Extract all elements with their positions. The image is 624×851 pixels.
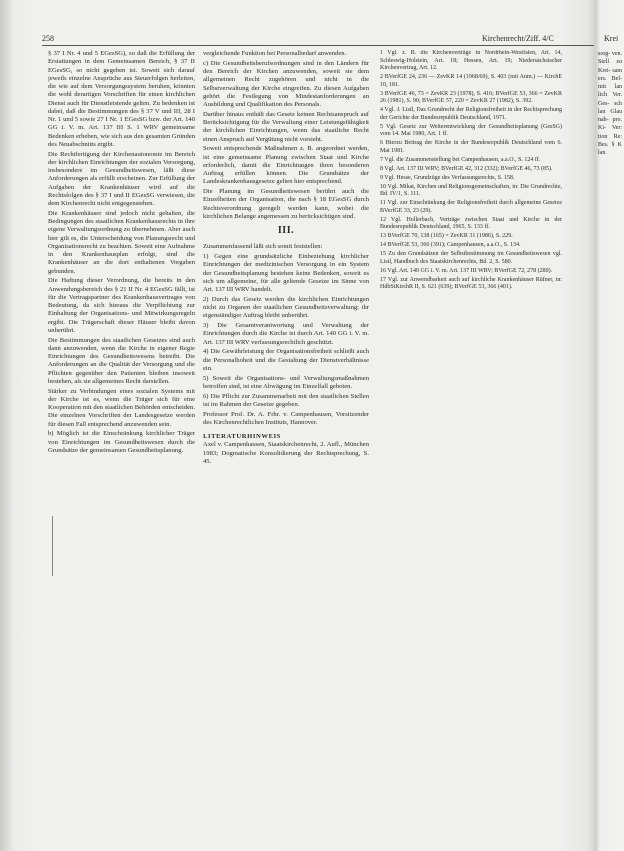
paragraph: 6) Die Pflicht zur Zusammenarbeit mit den staatlichen Stellen ist im Rahmen der Gesetze gegeben. (203, 392, 369, 408)
footnote: 16 Vgl. Art. 140 GG i. V. m. Art. 137 III WRV; BVerfGE 72, 278 (289). (380, 267, 553, 274)
paragraph: Die Krankenhäuser sind jedoch nicht gehalten, die Bedingungen des staatlichen Krankenhausrechts in ihre eigene Verwaltungsordnung zu übernehmen. Aber auch hier gilt es, die Unterscheidung von Planungsrecht und Organisationsrecht zu beachten. Soweit eine Aufnahme in den Krankenhausplan erfolgt, sind die Krankenhäuser an die dort enthaltenen Vorgaben gebunden. (48, 209, 195, 275)
paragraph: c) Die Gesundheitsberufsordnungen sind in den Ländern für den Bereich der Kirchen anzuwenden, soweit sie dem allgemeinen Recht zugehören und nicht in die Selbstverwaltung der Kirche eingreifen. Zu diesen Aufgaben gehört die Festlegung von Mindestanforderungen an Ausbildung und Qualifikation des Personals. (203, 59, 369, 108)
paragraph: 2) Durch das Gesetz werden die kirchlichen Einrichtungen nicht zu Organen der staatlichen Gesundheitsverwaltung; ihr eigenständiger Auftrag bleibt unberührt. (203, 295, 369, 320)
paragraph: vergleichende Funktion bei Personalbedarf anwenden. (203, 50, 347, 57)
paragraph: b) Möglich ist die Einschränkung kirchlicher Träger von Einrichtungen im Gesundheitswesen durch die Grundsätze der gemeinsamen Gesundheitsplanung. (48, 430, 195, 454)
footnote: 13 BVerfGE 70, 138 (165) = ZevKR 31 (1986), S. 229. (380, 233, 513, 239)
footnote: 8 Vgl. Art. 137 III WRV; BVerfGE 42, 312 (332); BVerfGE 46, 73 (85). (380, 165, 553, 172)
margin-mark (52, 516, 59, 576)
paragraph: Die Planung im Gesundheitswesen berührt auch die Einzelheiten der Organisation, die nach § 18 EGesSG durch Rechtsverordnung geregelt werden kann, wobei die kirchlichen Belange angemessen zu berücksichtigen sind. (203, 188, 369, 220)
footnote: 10 Vgl. Mikat, Kirchen und Religionsgemeinschaften, in: Die Grundrechte, Bd. IV/1, S. 111. (380, 183, 562, 197)
section-heading: III. (277, 225, 295, 236)
running-title: Kirchenrecht/Ziff. 4/C (482, 34, 554, 43)
paragraph: Zusammenfassend läßt sich somit feststellen: (203, 243, 323, 251)
footnote: 17 Vgl. zur Anwendbarkeit auch auf kirchliche Krankenhäuser Rüfner, in: HdbStKirchR II, S. 621 (639); BVerfGE 53, 366 (401). (380, 276, 562, 290)
literature-heading: LITERATURHINWEIS (203, 433, 281, 440)
footnote: 15 Zu den Grundsätzen der Selbstbestimmung im Gesundheitswesen vgl. Listl, Handbuch des Staatskirchenrechts, Bd. 2, S. 580. (380, 251, 562, 265)
text-column-1 (48, 50, 195, 810)
page-number: 258 (42, 34, 54, 43)
footnote: 12 Vgl. Hollerbach, Verträge zwischen Staat und Kirche in der Bundesrepublik Deutschland, 1965, S. 133 ff. (380, 216, 562, 230)
footnote: 6 Hierzu Beitrag der Kirche in der Bundesrepublik Deutschland vom 6. Mai 1981. (380, 140, 562, 154)
footnote: 14 BVerfGE 53, 366 (391); Campenhausen, a.a.O., S. 134. (380, 242, 521, 248)
header-rule (42, 45, 594, 46)
paragraph: Soweit entsprechende Maßnahmen z. B. angeordnet werden, ist eine gemeinsame Planung zwischen Staat und Kirche erforderlich, damit die Einrichtungen ihren besonderen Auftrag erfüllen können. Die Grundsätze der Landeskrankenhausgesetze gelten hier entsprechend. (203, 145, 369, 186)
adjacent-page-title: Krei (604, 34, 619, 43)
author-note: Professor Prof. Dr. A. Frhr. v. Campenhausen, Vorsitzender des Kirchenrechtlichen Instituts, Hannover. (203, 410, 369, 426)
footnote-column (380, 50, 562, 810)
paragraph: Die Haftung dieser Verordnung, die bereits in den Anwendungsbereich des § 21 II Nr. 4 EGesSG fällt, ist für die Vertragspartner des Krankenhausvertrages von Bedeutung, da sich hieraus die Verpflichtung zur Einhaltung der Organisations- und Mitwirkungsregeln ergibt. Die Trägerschaft dieser Häuser bleibt davon unberührt. (48, 277, 195, 334)
paragraph: Darüber hinaus enthält das Gesetz keinen Rechtsanspruch auf Berücksichtigung für die Verwaltung einer Leistungsfähigkeit der kirchlichen Einrichtungen, wenn das staatliche Recht einen Anspruch auf Vergütung nicht vorsieht. (203, 110, 369, 143)
paragraph: Die Rechtfertigung der Kirchenautonomie im Bereich der kirchlichen Einrichtungen der sozialen Versorgung, insbesondere im Gesundheitswesen, läßt diese Anforderungen als erfüllt erscheinen. Zur Erfüllung der Aufgaben der Krankenhäuser wird auf die Rechtsfolgen des § 37 I und II EGesSG verwiesen, die dem Kirchenrecht nicht entgegenstehen. (48, 150, 195, 207)
literature-text: Axel v. Campenhausen, Staatskirchenrecht, 2. Aufl., München 1983; Dogmatische Konsolidierung der Rechtsprechung, S. 45. (203, 441, 369, 465)
paragraph: Stärker zu Verbindungen eines sozialen Systems mit der Kirche ist es, wenn die Träger sich für eine Kooperation mit den staatlichen Behörden entscheiden. Die einzelnen Vorschriften der Landesgesetze werden für diesen Fall entsprechend anzuwenden sein. (48, 387, 195, 428)
paragraph: Die Bestimmungen des staatlichen Gesetzes sind auch dann anzuwenden, wenn die Kirche in eigener Regie Einrichtungen des Gesundheitswesens betreibt. Die Anforderungen an die Qualität der Versorgung und die Pflichten gegenüber den Patienten bleiben insoweit bestehen, als sie allgemeines Recht darstellen. (48, 336, 195, 385)
text-column-2 (203, 50, 369, 810)
paragraph: 5) Soweit die Organisations- und Verwaltungsmaßnahmen betroffen sind, ist eine Abwägung im Einzelfall geboten. (203, 374, 369, 390)
footnote: 11 Vgl. zur Einschränkung der Religionsfreiheit durch allgemeine Gesetze BVerfGE 33, 23 (29). (380, 200, 562, 214)
footnote: 9 Vgl. Hesse, Grundzüge des Verfassungsrechts, S. 158. (380, 174, 515, 181)
paragraph: 4) Die Gewährleistung der Organisationsfreiheit schließt auch die Personalhoheit und die Gestaltung der Dienstverhältnisse ein. (203, 348, 369, 372)
adjacent-page-column: sorg- ven. Stell zu Krei- sam ers. Bel- mit lan lich Ver. Ges- sch lan Glau nah- pro. Ki- Ver: tion Re: Bes. § K lan. (598, 51, 622, 156)
footnote: 1 Vgl. z. B. die Kirchenverträge in Nordrhein-Westfalen, Art. 14, Schleswig-Holstein, Art. 18; Hessen, Art. 19; Niedersächsischer Kirchenvertrag, Art. 12. (380, 50, 562, 71)
footnote: 4 Vgl. J. Listl, Das Grundrecht der Religionsfreiheit in der Rechtsprechung der Gerichte der Bundesrepublik Deutschland, 1971. (380, 107, 562, 121)
footnote: 3 BVerfGE 46, 73 = ZevKR 23 (1978), S. 416; BVerfGE 53, 366 = ZevKR 26 (1981), S. 90; BVerfGE 57, 220 = ZevKR 27 (1982), S. 392. (380, 90, 562, 104)
paragraph: 1) Gegen eine grundsätzliche Einbeziehung kirchlicher Einrichtungen der medizinischen Versorgung in ein System der Gesundheitsplanung bestehen keine Bedenken, soweit es sich um allgemeine, für alle geltende Gesetze im Sinne von Art. 137 III WRV handelt. (203, 253, 369, 293)
footnote: 2 BVerfGE 24, 236 — ZevKR 14 (1968/69), S. 403 (mit Anm.) — KirchE 10, 181. (380, 74, 562, 88)
footnote: 7 Vgl. die Zusammenstellung bei Campenhausen, a.a.O., S. 124 ff. (380, 156, 541, 163)
footnote: 5 Vgl. Gesetz zur Weiterentwicklung der Gesundheitsplanung (GesSG) vom 14. Mai 1980, Art. 1 ff. (380, 123, 562, 137)
paragraph: § 37 I Nr. 4 und 5 EGesSG), so daß die Erfüllung der Erstattungen in dem Gemeinsamen Bereich, § 37 II EGesSG, so nicht gegeben ist. Soweit sich darauf jeweils einzelne Ansprüche aus Steuerfolgen herleiten, die wie auf dem Versorgungssystem beruhen, könnten die wohl derartigen Vorschriften für einen kirchlichen Dienst auch für Dienstleistende gelten. Zu bedenken ist dabei, daß die Bestimmungen des § 37 V und III, 28 I Nr. 1 und 5 sowie 27 I Nr. 1 EGesSG bzw. der Art. 140 GG i. V. m. Art. 137 III S. 1 WRV gemeinsame Bedenken erheben, wie sich aus den gesamten Gründen des Neuabschnitts ergibt. (48, 50, 195, 148)
paragraph: 3) Die Gesamtverantwortung und Verwaltung der Einrichtungen durch die Kirche ist durch Art. 140 GG i. V. m. Art. 137 III WRV verfassungsrechtlich geschützt. (203, 322, 369, 346)
